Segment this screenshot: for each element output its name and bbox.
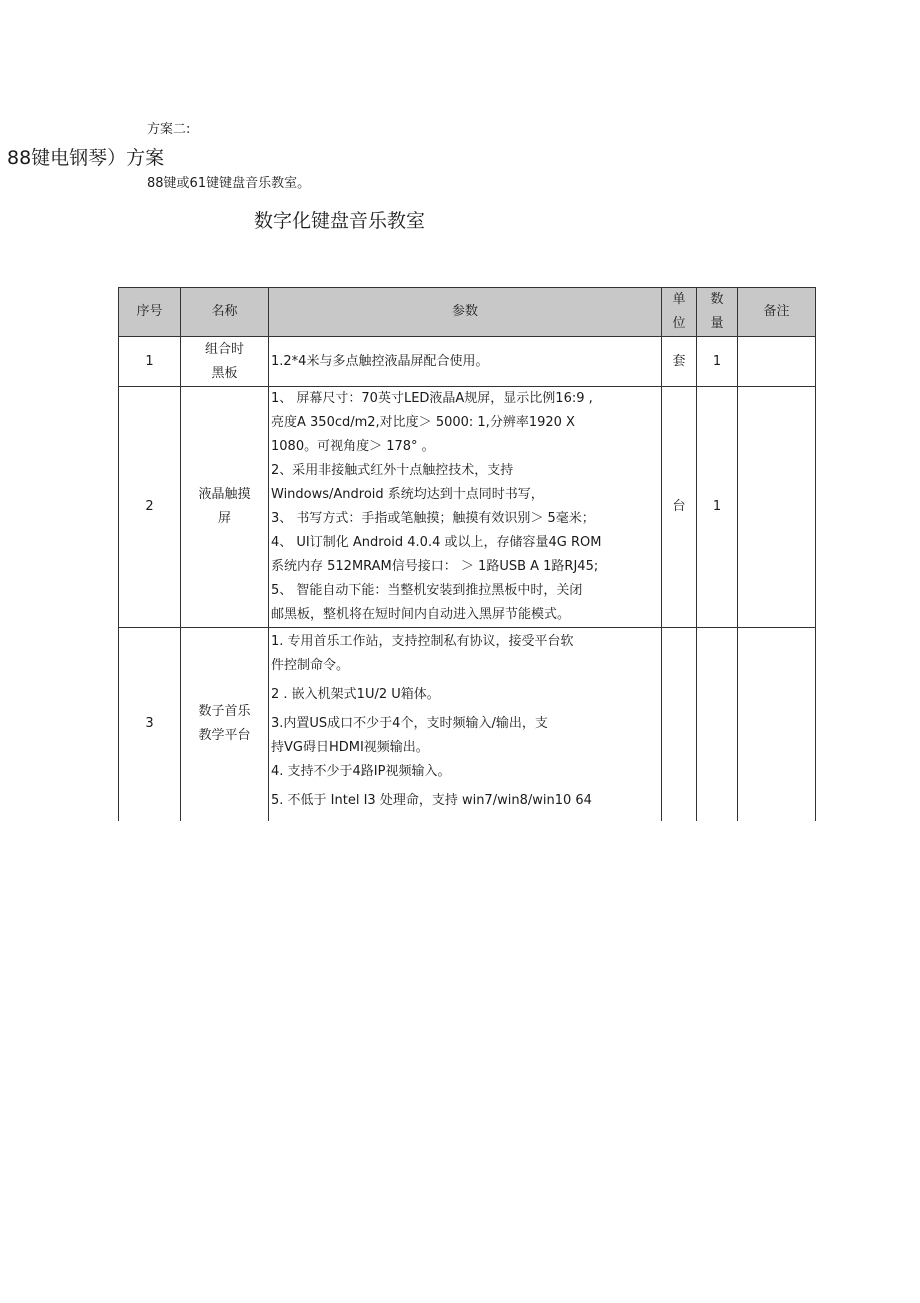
param-line: 3、 书写方式：手指或笔触摸；触摸有效识别＞ 5毫米； [271, 511, 595, 526]
row-name-line: 数子首乐 [198, 704, 251, 720]
row-index: 1 [119, 337, 181, 387]
row-remark [738, 387, 816, 628]
row-name-line: 黑板 [211, 365, 238, 381]
row-remark [738, 628, 816, 821]
param-line: 亮度A 350cd/m2,对比度＞ 5000: 1,分辨率1920 X [271, 415, 575, 430]
param-line: 1080。可视角度＞ 178° 。 [271, 439, 435, 454]
plan-description: 88键或61键键盘音乐教室。 [147, 176, 311, 191]
param-line: 件控制命令。 [271, 658, 350, 673]
header-remark: 备注 [738, 288, 816, 337]
row-remark [738, 337, 816, 387]
row-params [269, 628, 662, 821]
table-row [119, 387, 816, 628]
param-line: 3.内置US成口不少于4个，支时频输入/输出，支 [271, 716, 548, 731]
document-title: 数字化键盘音乐教室 [254, 210, 426, 232]
row-qty: 1 [697, 387, 738, 628]
row-params [269, 337, 662, 387]
equipment-spec-table [118, 287, 816, 821]
header-qty-line: 数 [710, 292, 724, 307]
param-line: 4. 支持不少于4路IP视频输入。 [271, 764, 451, 779]
header-index: 序号 [119, 288, 181, 337]
table-header-row [119, 288, 816, 337]
table-row [119, 337, 816, 387]
param-line: 1. 专用首乐工作站，支持控制私有协议，接受平台软 [271, 634, 574, 649]
header-unit-line: 位 [672, 316, 686, 331]
row-name [181, 387, 269, 628]
row-name [181, 628, 269, 821]
row-name-line: 组合时 [204, 341, 244, 357]
header-qty [697, 288, 738, 337]
param-line: 系统内存 512MRAM信号接口： ＞ 1路USB A 1路RJ45; [271, 559, 599, 574]
param-line: 5. 不低于 Intel I3 处理命，支持 win7/win8/win10 64 [271, 793, 592, 808]
row-unit: 套 [662, 337, 697, 387]
param-line: 1、 屏幕尺寸：70英寸LED液晶A规屏，显示比例16:9 , [271, 391, 593, 406]
row-name-line: 教学平台 [198, 728, 251, 744]
param-line: 5、 智能自动下能：当整机安装到推拉黑板中时，关闭 [271, 583, 583, 598]
table-row [119, 628, 816, 821]
param-line: 邮黑板，整机将在短时间内自动进入黑屏节能模式。 [271, 607, 571, 622]
header-qty-line: 量 [710, 316, 724, 331]
header-name-line: 名称 [211, 304, 238, 319]
param-line: 2 . 嵌入机架式1U/2 U箱体。 [271, 687, 440, 702]
plan-heading: 88键电钢琴）方案 [7, 147, 165, 169]
row-name [181, 337, 269, 387]
row-unit: 台 [662, 387, 697, 628]
row-qty [697, 628, 738, 821]
header-unit-line: 单 [672, 292, 686, 307]
row-name-line: 液晶触摸 [198, 487, 251, 502]
row-index: 3 [119, 628, 181, 821]
row-params [269, 387, 662, 628]
param-line: 2、采用非接触式红外十点触控技术，支持 [271, 463, 514, 478]
param-line: 持VG碍日HDMI视频输出。 [271, 740, 429, 755]
header-params: 参数 [269, 288, 662, 337]
header-name [181, 288, 269, 337]
plan-label: 方案二: [147, 122, 191, 137]
param-line: 1.2*4米与多点触控液晶屏配合使用。 [271, 353, 489, 369]
param-line: 4、 UI订制化 Android 4.0.4 或以上，存储容量4G ROM [271, 535, 602, 550]
param-line: Windows/Android 系统均达到十点同时书写， [271, 487, 544, 502]
row-index: 2 [119, 387, 181, 628]
row-unit [662, 628, 697, 821]
row-name-line: 屏 [217, 511, 231, 526]
row-qty: 1 [697, 337, 738, 387]
header-unit [662, 288, 697, 337]
